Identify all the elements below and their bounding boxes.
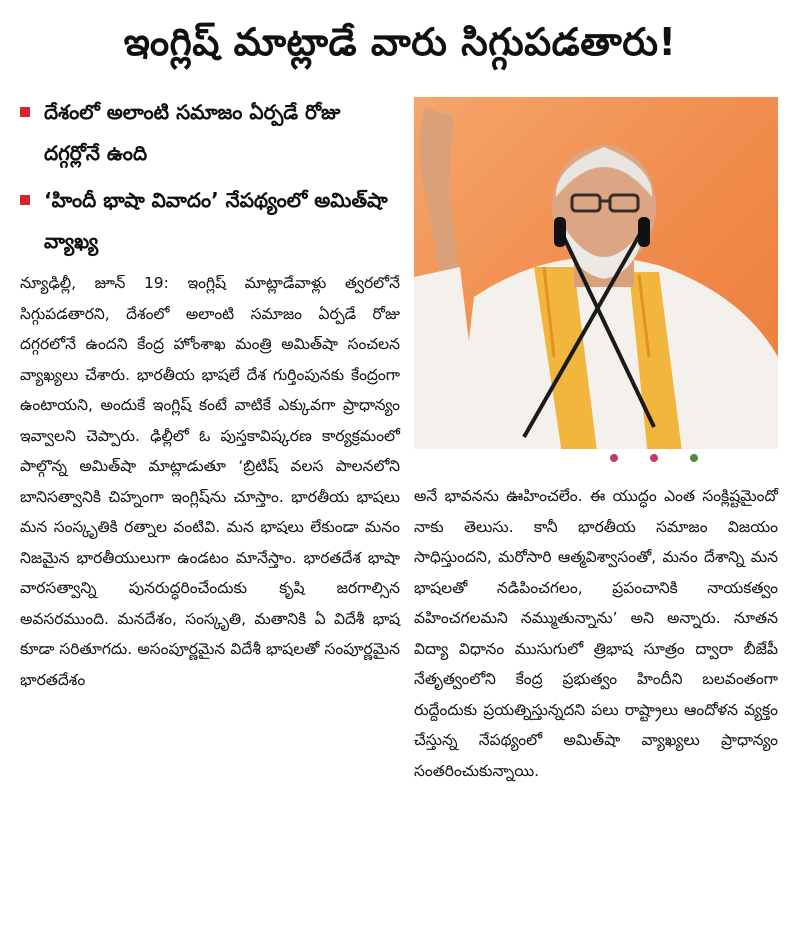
highlight-item [20,92,400,174]
headline: ఇంగ్లిష్‌ మాట్లాడే వారు సిగ్గుపడతారు! [123,20,677,64]
square-bullet-icon [20,107,30,117]
speaker-illustration [414,97,778,467]
square-bullet-icon [20,195,30,205]
article-body-left-column [20,268,400,695]
article-body-right-column [414,481,778,786]
highlight-text: దేశంలో అలాంటి సమాజం ఏర్పడే రోజు దగ్గర్లోనే ఉంది [44,100,341,165]
news-photo [414,97,778,467]
highlight-item [20,180,400,262]
highlight-text: ‘హిందీ భాషా వివాదం’ నేపథ్యంలో అమిత్‌షా వ్యాఖ్య [44,188,388,253]
article-paragraph: అనే భావనను ఊహించలేం. ఈ యుద్ధం ఎంత సంక్లిష్టమైందో నాకు తెలుసు. కానీ భారతీయ సమాజం విజయం సాధిస్తుందని, మరోసారి ఆత్మవిశ్వాసంతో, మనం దేశాన్ని మన భాషలతో నడిపించగలం, ప్రపంచానికి నాయకత్వం వహించగలమని నమ్ముతున్నాను’ అని అన్నారు. నూతన విద్యా విధానం ముసుగులో త్రిభాష సూత్రం ద్వారా బీజేపీ నేతృత్వంలోని కేంద్ర ప్రభుత్వం హిందీని బలవంతంగా రుద్దేందుకు ప్రయత్నిస్తున్నదని పలు రాష్ట్రాలు ఆందోళన వ్యక్తం చేస్తున్న నేపథ్యంలో అమిత్‌షా వ్యాఖ్యలు ప్రాధాన్యం సంతరించుకున్నాయి. [414,487,778,780]
article-paragraph: న్యూఢిల్లీ, జూన్‌ 19: ఇంగ్లిష్‌ మాట్లాడేవాళ్లు త్వరలోనే సిగ్గుపడతారని, దేశంలో అలాంటి సమాజం ఏర్పడే రోజు దగ్గరలోనే ఉందని కేంద్ర హోంశాఖ మంత్రి అమిత్‌షా సంచలన వ్యాఖ్యలు చేశారు. భారతీయ భాషలే దేశ గుర్తింపునకు కేంద్రంగా ఉంటాయని, అందుకే ఇంగ్లిష్‌ కంటే వాటికే ఎక్కువగా ప్రాధాన్యం ఇవ్వాలని చెప్పారు. ఢిల్లీలో ఓ పుస్తకావిష్కరణ కార్యక్రమంలో పాల్గొన్న అమిత్‌షా మాట్లాడుతూ ‘బ్రిటిష్‌ వలస పాలనలోని బానిసత్వానికి చిహ్నంగా ఇంగ్లిష్‌ను చూస్తాం. భారతీయ భాషలు మన సంస్కృతికి రత్నాల వంటివి. మన భాషలు లేకుండా మనం నిజమైన భారతీయులుగా ఉండటం మానేస్తాం. భారతదేశ భాషా వారసత్వాన్ని పునరుద్ధరించేందుకు కృషి జరగాల్సిన అవసరముంది. మనదేశం, సంస్కృతి, మతానికి ఏ విదేశీ భాష కూడా సరితూగదు. అసంపూర్ణమైన విదేశీ భాషలతో సంపూర్ణమైన భారతదేశం [20,274,400,689]
highlights-list [20,92,400,268]
